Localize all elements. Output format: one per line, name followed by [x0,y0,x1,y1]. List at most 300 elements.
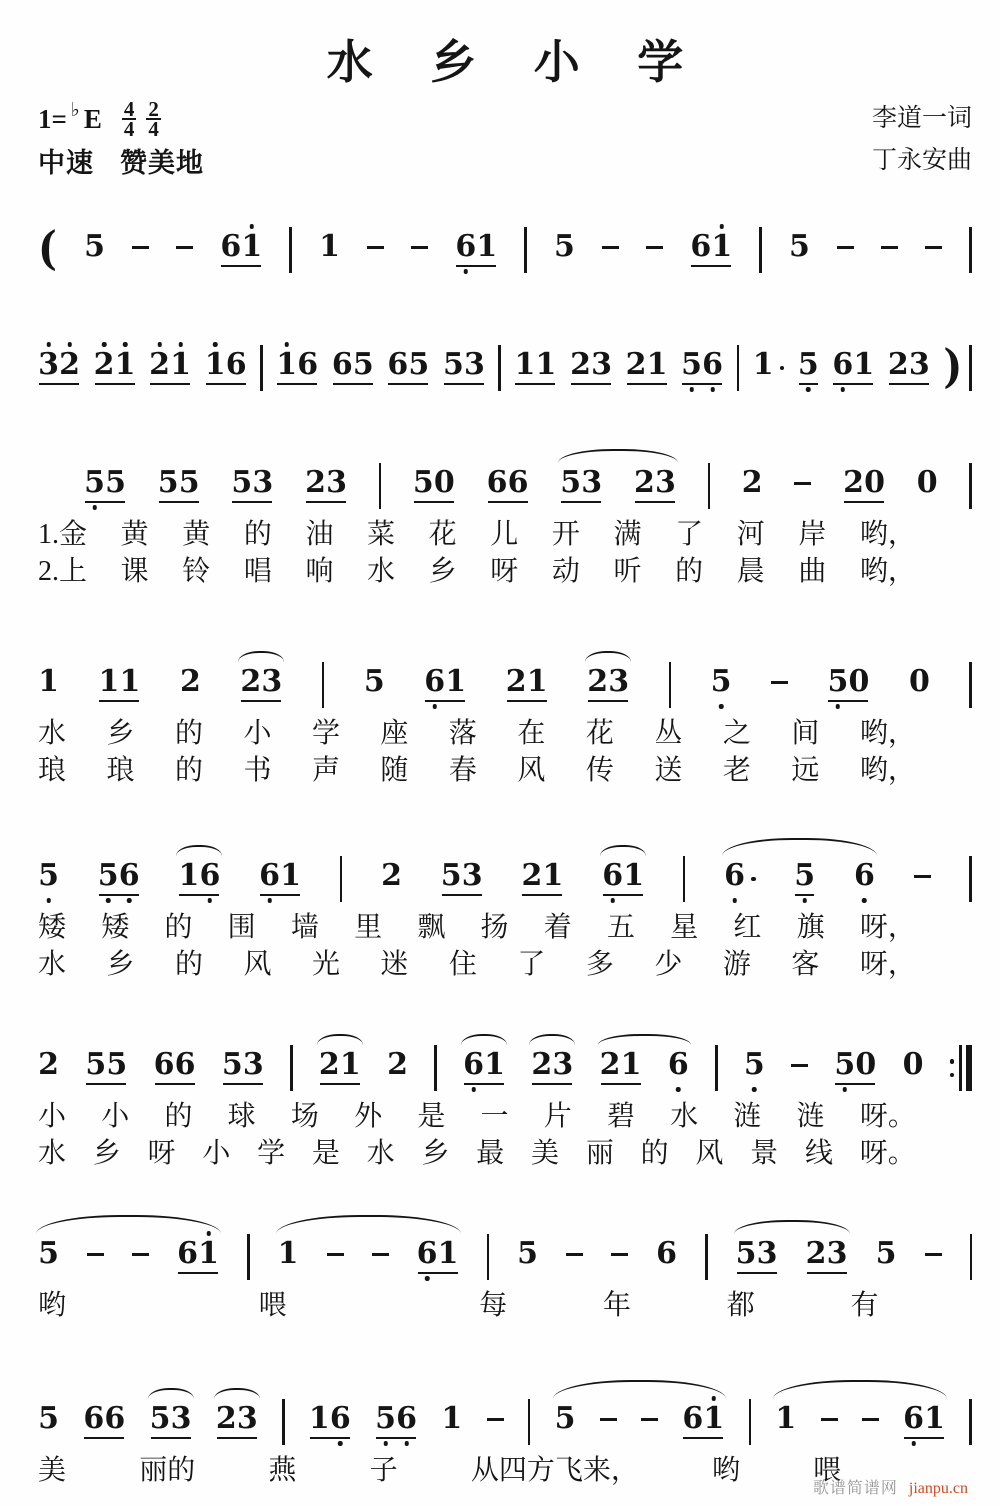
lyric-syllable: 水 [367,556,396,587]
slur-arc [585,651,631,662]
note-digit: 6 [702,348,723,382]
note-cluster [711,665,732,715]
lyric-syllable: 喂 [813,1455,842,1486]
lyric-syllable: 迷 [380,949,409,980]
tempo-text: 中速 [38,148,94,178]
slur-arc [317,1034,363,1045]
note-digit: 0 [902,1047,924,1082]
note-digit: 6 [656,1236,677,1271]
barline [969,662,972,708]
note-digit: 1 [703,1402,724,1436]
lyric-syllable: 晨 [736,556,765,587]
note-cluster [180,665,201,715]
note-cluster [724,859,756,909]
lyric-syllable: 五 [606,912,635,943]
note-cluster [917,466,938,516]
note-digit: 6 [259,859,280,893]
dash-note [487,1418,504,1421]
lyric-syllable: 花 [428,519,457,550]
barline [749,1399,752,1445]
lyrics-row-2 [38,753,916,789]
note-cluster [387,348,429,398]
lyric-syllable: 的 [243,519,272,550]
page-title: 水乡小学 [326,37,741,88]
barline [969,856,972,902]
notes-row [38,641,972,715]
barline [282,1399,285,1445]
lyric-syllable: 每 [479,1290,508,1321]
note-cluster [506,665,548,715]
note-digit: 1 [98,664,120,699]
octave-dot-above [46,342,51,347]
barline [260,345,263,391]
lyric-syllable: 学 [257,1138,286,1169]
barline [528,1399,531,1445]
lyric-syllable: 子 [369,1455,398,1486]
note-cluster [319,1048,361,1098]
lyric-syllable: 落 [448,718,477,749]
note-digit: 6 [225,347,247,382]
lyric-syllable: 哟 [712,1455,741,1486]
note-cluster [231,466,273,516]
lyric-syllable: 乡 [428,556,457,587]
note-digit: 5 [157,465,179,500]
notes-row [38,835,972,909]
lyric-syllable: 小 [243,718,272,749]
note-digit: 6 [177,1236,198,1271]
lyric-syllable: 书 [243,755,272,786]
note-digit: 2 [59,348,80,382]
note-digit: 6 [507,465,529,500]
dash-note [914,875,931,878]
lyric-syllable: 球 [227,1101,256,1132]
dash-note [611,1253,628,1256]
note-digit: 5 [442,347,464,382]
lyric-syllable: 水 [366,1138,395,1169]
note-digit: 5 [711,665,732,699]
octave-dot-below [843,1087,848,1092]
repeat-end-barline [950,1048,972,1091]
note-cluster [417,1237,459,1287]
note-digit: 5 [221,1047,243,1082]
lyric-syllable: 呀 [490,556,519,587]
barline [705,1234,708,1280]
lyric-syllable [162,1288,163,1324]
slur-arc [461,1034,507,1045]
lyric-syllable: 从四方飞来， [470,1455,639,1486]
lyric-syllable: 儿 [490,519,519,550]
lyrics-row-2 [38,554,916,590]
note-cluster [798,348,819,398]
note-digit: 6 [668,1048,689,1082]
lyric-syllable: 琅 [38,755,67,786]
lyric-syllable: 哟， [859,755,916,786]
barline [737,345,740,391]
lyric-syllable: 乡 [106,949,135,980]
note-digit: 2 [570,347,591,382]
barline [969,1399,972,1445]
note-digit: 3 [826,1236,848,1271]
octave-dot-below [732,898,737,903]
note-cluster [309,1402,351,1452]
dash-note [925,246,942,249]
ts-numerator: 4 [123,97,135,121]
lyric-syllable: 美 [38,1455,67,1486]
note-digit: 5 [560,465,582,500]
note-cluster [38,1237,59,1287]
note-digit: 1 [277,1236,299,1271]
octave-dot-below [106,898,111,903]
note-cluster [531,1048,573,1098]
note-digit: 6 [83,1401,105,1436]
note-digit: 6 [417,1237,438,1271]
octave-dot-below [127,898,132,903]
note-cluster [305,466,347,516]
note-digit: 2 [215,1401,237,1436]
music-line-4 [38,641,972,789]
note-digit: 2 [387,1047,408,1082]
dash-note [881,246,898,249]
lyrics-row-2 [38,947,916,983]
watermark [813,1475,968,1498]
note-cluster [587,665,629,715]
lyric-syllable: 是 [311,1138,340,1169]
note-cluster [83,1402,125,1452]
note-cluster [413,466,455,516]
lyric-syllable: 的 [164,912,193,943]
barline [969,227,972,273]
note-digit: 1 [445,664,467,699]
slur-arc [214,1388,260,1399]
barline [669,662,672,708]
notes-row [38,324,972,398]
note-cluster [742,466,763,516]
note-cluster [381,859,402,909]
flat-icon: ♭ [70,99,80,121]
note-digit: 5 [106,1047,128,1082]
note-cluster [560,466,602,516]
note-digit: 6 [854,859,875,893]
barline [524,227,527,273]
note-cluster [222,1048,264,1098]
lyric-syllable: 老 [722,755,751,786]
note-cluster [832,348,874,398]
lyric-syllable: 2.上 [38,556,88,587]
note-cluster [753,348,785,398]
lyric-syllable: 水 [38,718,67,749]
note-digit: 5 [178,465,200,500]
lyric-syllable: 油 [305,519,334,550]
paren-close: ) [943,339,963,394]
note-cluster [834,1048,876,1098]
octave-dot-below [719,704,724,709]
note-cluster [634,466,676,516]
note-cluster [555,1402,576,1452]
note-digit: 3 [608,664,630,699]
barline [340,856,343,902]
octave-dot-below [404,1441,409,1446]
lyric-syllable: 少 [654,949,683,980]
notes-row [38,1378,972,1452]
note-digit: 2 [179,664,201,699]
dash-note [600,1418,617,1421]
note-digit: 5 [440,858,462,893]
lyrics-row-1 [38,716,916,752]
lyric-syllable: 小 [38,1101,67,1132]
note-digit: 1 [542,858,564,893]
music-notation [38,206,972,1489]
lyric-syllable: 哟， [859,718,916,749]
lyric-syllable: 燕 [268,1455,297,1486]
dash-note [566,1253,583,1256]
lyric-syllable: 呀， [859,949,916,980]
note-digit: 5 [554,1401,576,1436]
octave-dot-below [92,505,97,510]
lyric-syllable: 开 [551,519,580,550]
note-cluster [455,230,497,280]
note-digit: 1 [476,229,498,264]
note-digit: 2 [505,664,527,699]
ts-denominator: 4 [148,117,159,141]
note-digit: 1 [198,1237,219,1271]
note-digit: 5 [375,1402,396,1436]
note-digit: 1 [276,348,297,382]
note-digit: 6 [297,347,319,382]
note-cluster [775,1402,796,1452]
music-line-5 [38,835,972,983]
note-cluster [903,1402,945,1452]
note-cluster [177,1237,219,1287]
note-cluster [690,230,732,280]
key-signature [38,97,161,141]
dash-note [372,1253,389,1256]
note-digit: 5 [84,466,105,500]
note-digit: 5 [105,465,126,500]
lyric-syllable: 最 [476,1138,505,1169]
note-digit: 1 [853,347,875,382]
note-digit: 1 [241,230,262,264]
lyric-syllable: 河 [736,519,765,550]
note-digit: 3 [552,1047,574,1082]
note-digit: 5 [412,465,434,500]
octave-dot-above [213,342,218,347]
note-digit: 3 [581,465,603,500]
octave-dot-below [610,898,615,903]
note-digit: 1 [620,1047,642,1082]
note-digit: 6 [424,665,445,699]
expression-text: 赞美地 [120,148,204,178]
barline [290,1045,293,1091]
note-digit: 3 [326,465,347,500]
note-digit: 2 [887,347,909,382]
title-row [38,22,972,96]
dash-note [327,1253,344,1256]
meta-row-1 [38,96,972,141]
lyric-syllable: 扬 [480,912,509,943]
note-cluster [38,1048,59,1098]
lyric-syllable: 呀。 [859,1138,916,1169]
note-cluster [38,665,59,715]
note-cluster [319,230,340,280]
slur-arc [558,449,678,463]
octave-dot-above [102,342,107,347]
note-cluster [888,348,930,398]
note-cluster [681,348,723,398]
note-cluster [375,1402,417,1452]
barline [247,1234,250,1280]
lyric-syllable: 矮 [101,912,130,943]
barline [498,345,501,391]
lyric-syllable: 小 [202,1138,231,1169]
lyric-syllable: 黄 [182,519,211,550]
lyric-syllable: 乡 [421,1138,450,1169]
note-cluster [602,859,644,909]
lyric-syllable: 满 [613,519,642,550]
dash-note [862,1418,879,1421]
lyric-syllable: 美 [531,1138,560,1169]
note-cluster [149,348,191,398]
note-digit: 0 [864,465,885,500]
octave-dot-below [338,1441,343,1446]
octave-dot-below [267,898,272,903]
note-digit: 6 [153,1047,175,1082]
lyric-syllable: 黄 [120,519,149,550]
note-digit: 2 [38,1047,59,1082]
note-digit: 0 [916,465,938,500]
lyric-syllable: 座 [380,718,409,749]
note-digit: 5 [352,347,374,382]
lyric-syllable: 的 [174,718,203,749]
octave-dot-below [802,898,807,903]
note-digit: 1 [535,347,557,382]
slur-arc [773,1380,947,1399]
note-cluster [806,1237,848,1287]
lyric-syllable: 都 [726,1290,755,1321]
note-digit: 2 [149,348,170,382]
note-digit: 5 [834,1048,855,1082]
note-cluster [794,859,815,909]
lyric-syllable: 乡 [92,1138,121,1169]
lyric-syllable: 线 [804,1138,833,1169]
lyric-syllable: 曲 [798,556,827,587]
slur-arc [598,1034,691,1045]
notes-row [38,206,972,280]
lyric-syllable: 1.金 [38,519,88,550]
note-digit: 2 [599,1047,621,1082]
note-digit: 2 [633,465,655,500]
octave-dot-below [208,898,213,903]
note-digit: 1 [623,858,645,893]
note-cluster [220,230,262,280]
note-digit: 6 [832,348,853,382]
lyric-syllable: 游 [722,949,751,980]
ts-numerator: 2 [148,97,159,121]
lyric-syllable: 围 [227,912,256,943]
note-digit: 1 [514,347,536,382]
lyric-syllable: 呀。 [859,1101,916,1132]
note-cluster [463,1048,505,1098]
note-digit: 1 [441,1401,463,1436]
note-digit: 5 [149,1401,171,1436]
lyric-syllable: 水 [670,1101,699,1132]
lyric-syllable: 景 [750,1138,779,1169]
note-cluster [600,1048,642,1098]
note-digit: 5 [85,1047,107,1082]
note-cluster [876,1237,897,1287]
key-note: E [83,103,102,134]
note-digit: 3 [463,347,485,382]
note-digit: 0 [433,465,455,500]
dash-note [646,246,663,249]
dash-note [411,246,428,249]
note-digit: 2 [381,858,402,893]
note-digit: 2 [805,1236,827,1271]
note-digit: 5 [363,664,385,699]
note-digit: 2 [94,348,115,382]
note-digit: 6 [602,859,623,893]
note-cluster [682,1402,724,1452]
note-digit: 3 [242,1047,264,1082]
lyric-syllable: 春 [448,755,477,786]
time-signature [146,97,161,141]
octave-dot-below [862,898,867,903]
note-cluster [843,466,885,516]
note-cluster [364,665,385,715]
note-digit: 5 [38,1236,59,1271]
note-digit: 1 [178,858,200,893]
lyric-syllable: 课 [120,556,149,587]
lyric-syllable: 哟， [859,519,916,550]
octave-dot-below [689,387,694,392]
note-digit: 0 [908,664,930,699]
lyric-syllable: 小 [101,1101,130,1132]
note-cluster [827,665,869,715]
lyric-syllable: 墙 [290,912,319,943]
lyric-syllable: 涟 [796,1101,825,1132]
barline [708,463,711,509]
lyric-syllable: 水 [38,949,67,980]
note-cluster [205,348,247,398]
note-cluster [85,1048,127,1098]
lyric-syllable: 是 [417,1101,446,1132]
note-digit: 1 [775,1401,797,1436]
barline [683,856,686,902]
note-cluster [158,466,200,516]
note-digit: 5 [38,859,59,893]
lyric-syllable: 碧 [606,1101,635,1132]
octave-dot-above [67,342,72,347]
key-prefix: 1= [38,103,67,134]
octave-dot-below [46,898,51,903]
note-cluster [903,1048,924,1098]
lyric-syllable: 呀 [147,1138,176,1169]
note-cluster [278,1237,299,1287]
lyric-syllable: 飘 [417,912,446,943]
note-digit: 5 [798,348,819,382]
note-digit: 3 [461,858,483,893]
note-digit: 3 [756,1236,778,1271]
barline [322,662,325,708]
note-digit: 1 [711,230,732,264]
lyric-syllable: 场 [290,1101,319,1132]
note-digit: 1 [339,1047,361,1082]
note-cluster [656,1237,677,1287]
note-cluster [216,1402,258,1452]
note-digit: 1 [646,347,668,382]
note-digit: 6 [199,859,220,893]
note-digit: 5 [875,1236,897,1271]
note-digit: 6 [903,1402,924,1436]
